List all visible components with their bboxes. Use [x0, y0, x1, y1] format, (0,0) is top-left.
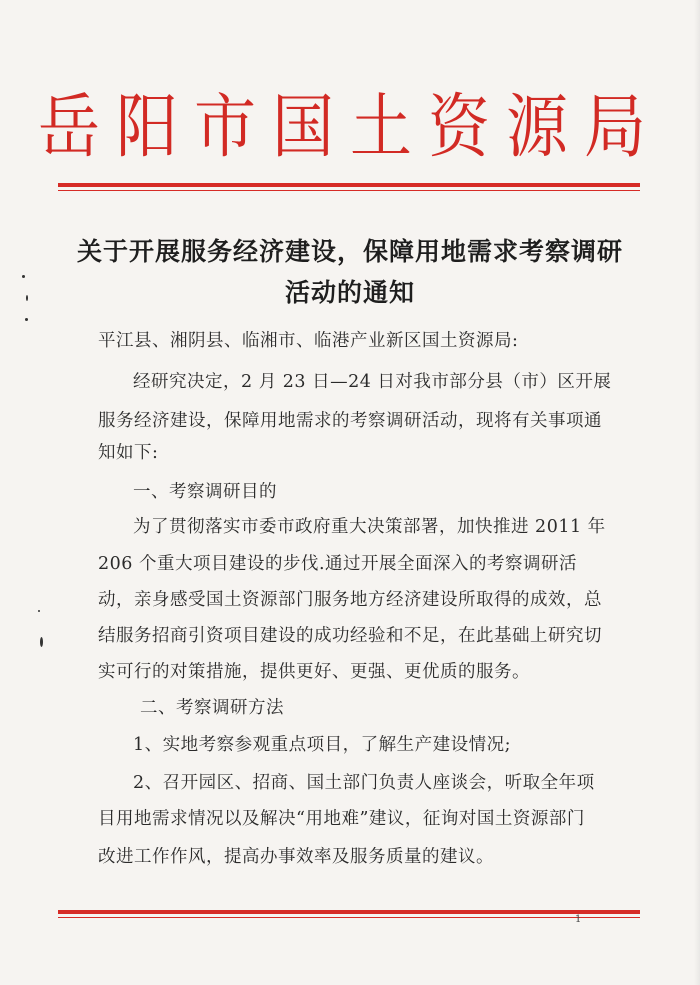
masthead-red-rule [58, 183, 640, 191]
list-item: 2、召开园区、招商、国土部门负责人座谈会，听取全年项 [133, 773, 595, 793]
list-item: 1、实地考察参观重点项目，了解生产建设情况; [133, 735, 512, 755]
scan-speck [25, 318, 28, 321]
paragraph-line: 结服务招商引资项目建设的成功经验和不足，在此基础上研究切 [98, 626, 602, 646]
scan-speck [38, 610, 40, 612]
paragraph-line: 动，亲身感受国土资源部门服务地方经济建设所取得的成效，总 [98, 590, 602, 610]
paragraph-line: 为了贯彻落实市委市政府重大决策部署，加快推进 2011 年 [133, 517, 606, 537]
section-heading-method: 二、考察调研方法 [140, 698, 284, 718]
paragraph-line: 206 个重大项目建设的步伐.通过开展全面深入的考察调研活 [98, 554, 578, 574]
document-title-line-2: 活动的通知 [284, 278, 415, 307]
scan-speck [26, 295, 28, 301]
paragraph-line: 目用地需求情况以及解决“用地难”建议，征询对国土资源部门 [98, 809, 585, 829]
section-heading-purpose: 一、考察调研目的 [133, 482, 277, 502]
scan-speck [40, 637, 43, 647]
paragraph-line: 实可行的对策措施，提供更好、更强、更优质的服务。 [98, 662, 530, 682]
paragraph-line: 改进工作作风，提高办事效率及服务质量的建议。 [98, 847, 494, 867]
paragraph-line: 服务经济建设，保障用地需求的考察调研活动，现将有关事项通 [98, 411, 602, 431]
salutation: 平江县、湘阴县、临湘市、临港产业新区国土资源局: [98, 331, 519, 351]
paragraph-line: 知如下: [98, 443, 159, 463]
page-number: 1 [575, 914, 582, 925]
document-title-line-1: 关于开展服务经济建设，保障用地需求考察调研 [76, 237, 623, 266]
scan-speck [22, 275, 25, 278]
paragraph-line: 经研究决定，2 月 23 日—24 日对我市部分县（市）区开展 [133, 372, 612, 392]
masthead-org-name: 岳阳市国土资源局 [37, 85, 662, 168]
footer-red-rule [58, 910, 640, 918]
